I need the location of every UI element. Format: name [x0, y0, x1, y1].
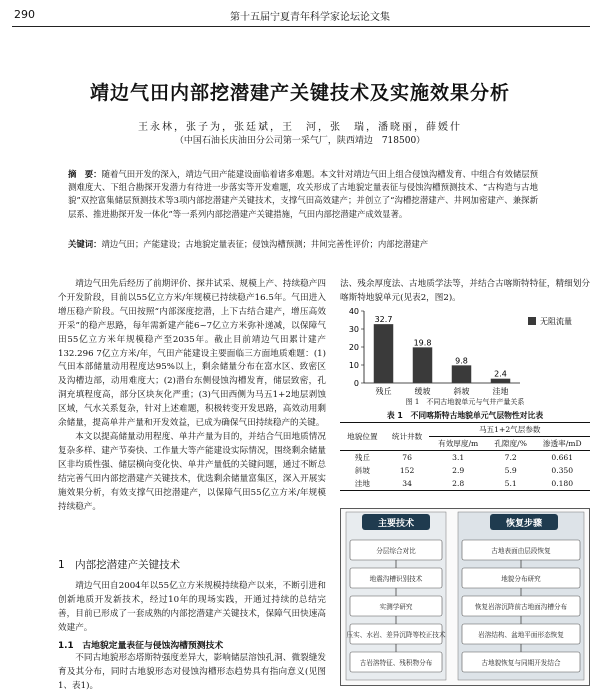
right-step-label: 地貌分布研究 [501, 575, 541, 583]
y-tick-label: 40 [348, 307, 359, 316]
keywords-text: 靖边气田；产能建设；古地貌定量表征；侵蚀沟槽预测；井间完善性评价；内部挖潜建产 [101, 239, 429, 249]
x-tick-label: 缓坡 [414, 387, 431, 396]
paper-title: 靖边气田内部挖潜建产关键技术及实施效果分析 [89, 82, 510, 104]
cell-count: 76 [402, 453, 412, 462]
right-step-label: 岩溶结构、盆地平面形态恢复 [478, 631, 564, 639]
table-row [340, 464, 590, 477]
running-header: 第十五届宁夏青年科学家论坛论文集 [230, 12, 390, 23]
data-label: 19.8 [413, 338, 432, 348]
cell-perm: 0.180 [551, 479, 574, 488]
subsection-paragraph: 不同古地貌形态塔斯特强度差异大，影响储层溶蚀孔洞、微裂缝发育及其分布，同时古地貌形态对侵蚀沟槽形态趋势具有指向意义(见图1、表1)。 [58, 653, 326, 691]
header-rule [12, 26, 590, 27]
section1-paragraph: 靖边气田自2004年以55亿立方米规模持续稳产以来，不断引进和创新地质开发新技术，经过10年的现场实践，开通过持续的总结完善，目前已形成了一套成熟的内部挖潜建产关键技术，保障气田快速高效建产。 [58, 581, 326, 633]
legend-label: 无阻流量 [540, 317, 572, 326]
cell-thickness: 2.8 [452, 479, 465, 488]
cell-position: 斜坡 [354, 466, 370, 475]
right-step-label: 古地貌恢复与同期开发结合 [481, 659, 561, 667]
cell-position: 洼地 [354, 479, 370, 488]
table-row [340, 477, 590, 491]
abstract-label: 摘 要： [68, 169, 102, 179]
col-group-header: 马五1+2气层参数 [429, 423, 590, 437]
cell-count: 34 [402, 479, 412, 488]
left-title: 主要技术 [377, 519, 415, 529]
col-count: 统计井数 [385, 423, 430, 451]
col-porosity: 孔隙度/% [494, 439, 527, 448]
cell-thickness: 2.9 [452, 466, 465, 475]
right-step-label: 古地表面由层段恢复 [491, 547, 551, 555]
col-position: 地貌位置 [340, 423, 385, 451]
intro-paragraph-1: 靖边气田先后经历了前期评价、探井试采、规模上产、持续稳产四个开发阶段，目前以55亿立方米/年规模已持续稳产16.5年。气田进入增压稳产阶段。气田按照“内部深度挖潜，上下古结合建产，增压高效开采”的稳产思路，每年需新建产能6~7亿立方米弥补递减，以保障气田55亿立方米年规模稳产至2035年。截止目前靖边气田累计建产132.296 7亿立方米/年，气田产能建设主要面临三方面地质难题：(1)气田本部储量动用程度达95%以上，剩余储量分布在富水区、致密区及沟槽边部，动用难度大；(2)潜台东侧侵蚀沟槽发育，储层致密，孔洞充填程度高，部分区块灰化严重；(3)气田西侧为马五1+2地层剥蚀区域，气水关系复杂，针对上述难题，积极转变开发思路，高效动用剩余储量，提高单井产量和开发效益，已成为确保气田持续稳产的关键。 [58, 279, 326, 429]
bar [491, 379, 511, 383]
cell-porosity: 5.1 [504, 479, 517, 488]
legend-swatch [528, 317, 536, 325]
bar [374, 324, 394, 383]
intro-paragraphs [58, 278, 326, 514]
x-tick-label: 斜坡 [453, 387, 470, 396]
right-title: 恢复步骤 [505, 519, 543, 529]
page-number: 290 [14, 8, 35, 21]
abstract-text: 随着气田开发的深入，靖边气田产能建设面临着诸多难题。本文针对靖边气田上组合侵蚀沟槽发育、中组合有效储层预测难度大、下组合勘探开发潜力有待进一步落实等开发难题，攻关形成了古地貌定量表征与侵蚀沟槽预测技术、“古构造与古地貌”双控富集储层预测技术等3项内部挖潜建产关键技术，支撑气田高效建产；并创立了“沟槽挖潜建产、井网加密建产、兼探新层系、推进勘探开发一体化”等一系列内部挖潜建产关键措施，气田内部挖潜建产成效显著。 [68, 169, 539, 219]
data-label: 2.4 [494, 369, 507, 379]
data-label: 32.7 [374, 315, 393, 325]
bar-chart [340, 305, 590, 397]
x-tick-label: 洼地 [492, 387, 509, 396]
right-intro-text: 法、残余厚度法、古地质学法等，并结合古喀斯特特征，精细划分喀斯特地貌单元(见表2，图2)。 [340, 279, 590, 303]
left-step-label: 分层综合对比 [376, 547, 416, 555]
table1 [340, 422, 590, 491]
subsection-text [58, 652, 326, 694]
cell-perm: 0.661 [551, 453, 574, 462]
left-step-label: 地震沟槽识别技术 [369, 575, 423, 583]
authors: 王永林，张子为，张廷斌，王 河，张 瑞，潘晓丽，薛媛什 [138, 122, 462, 133]
cell-porosity: 5.9 [504, 466, 517, 475]
col-thickness: 有效厚度/m [438, 439, 479, 448]
cell-porosity: 7.2 [504, 453, 517, 462]
table-row [340, 451, 590, 465]
left-step-label: 实测学研究 [379, 603, 413, 611]
abstract [68, 168, 538, 221]
section1-text [58, 580, 326, 636]
cell-count: 152 [399, 466, 415, 475]
cell-perm: 0.350 [551, 466, 574, 475]
y-tick-label: 0 [353, 379, 359, 388]
y-tick-label: 20 [348, 343, 359, 352]
left-step-label: 压实、水岩、差异沉降等校正技术 [346, 631, 446, 639]
left-step-label: 古岩溶特征、残积物分布 [359, 659, 433, 667]
cell-thickness: 3.1 [452, 453, 465, 462]
bar [413, 347, 433, 383]
intro-paragraph-2: 本文以提高储量动用程度、单井产量为目的，并结合气田地质情况复杂多样、建产节奏快、工作量大等产能建设实际情况，围绕剩余储量区非均质性强、储层横向变化快、单井产量低的关键问题，通过不断总结完善气田内部挖潜建产关键技术，优选剩余储量富集区，深入开展实施效果分析，有效支撑气田挖潜建产，以保障气田55亿立方米/年规模持续稳产。 [58, 431, 326, 512]
y-tick-label: 10 [348, 361, 359, 370]
bar [452, 365, 472, 383]
right-intro [340, 278, 590, 306]
y-tick-label: 30 [348, 325, 359, 334]
data-label: 9.8 [455, 356, 468, 366]
affiliation: （中国石油长庆油田分公司第一采气厂，陕西靖边 718500） [174, 136, 426, 146]
x-tick-label: 残丘 [375, 387, 392, 396]
right-step-label: 恢复岩溶沉降前古地面沟槽分布 [474, 603, 568, 611]
col-perm: 渗透率/mD [542, 439, 582, 448]
workflow-diagram [340, 508, 590, 686]
keywords-label: 关键词： [68, 239, 102, 249]
section-heading-1: 1 内部挖潜建产关键技术 [58, 559, 181, 571]
cell-position: 残丘 [354, 453, 370, 462]
keywords [68, 238, 538, 250]
table1-caption: 表 1 不同喀斯特古地貌单元气层物性对比表 [386, 411, 544, 420]
figure1-caption: 图 1 不同古地貌单元与气井产量关系 [405, 398, 525, 406]
subsection-heading-1-1: 1.1 古地貌定量表征与侵蚀沟槽预测技术 [58, 641, 224, 651]
